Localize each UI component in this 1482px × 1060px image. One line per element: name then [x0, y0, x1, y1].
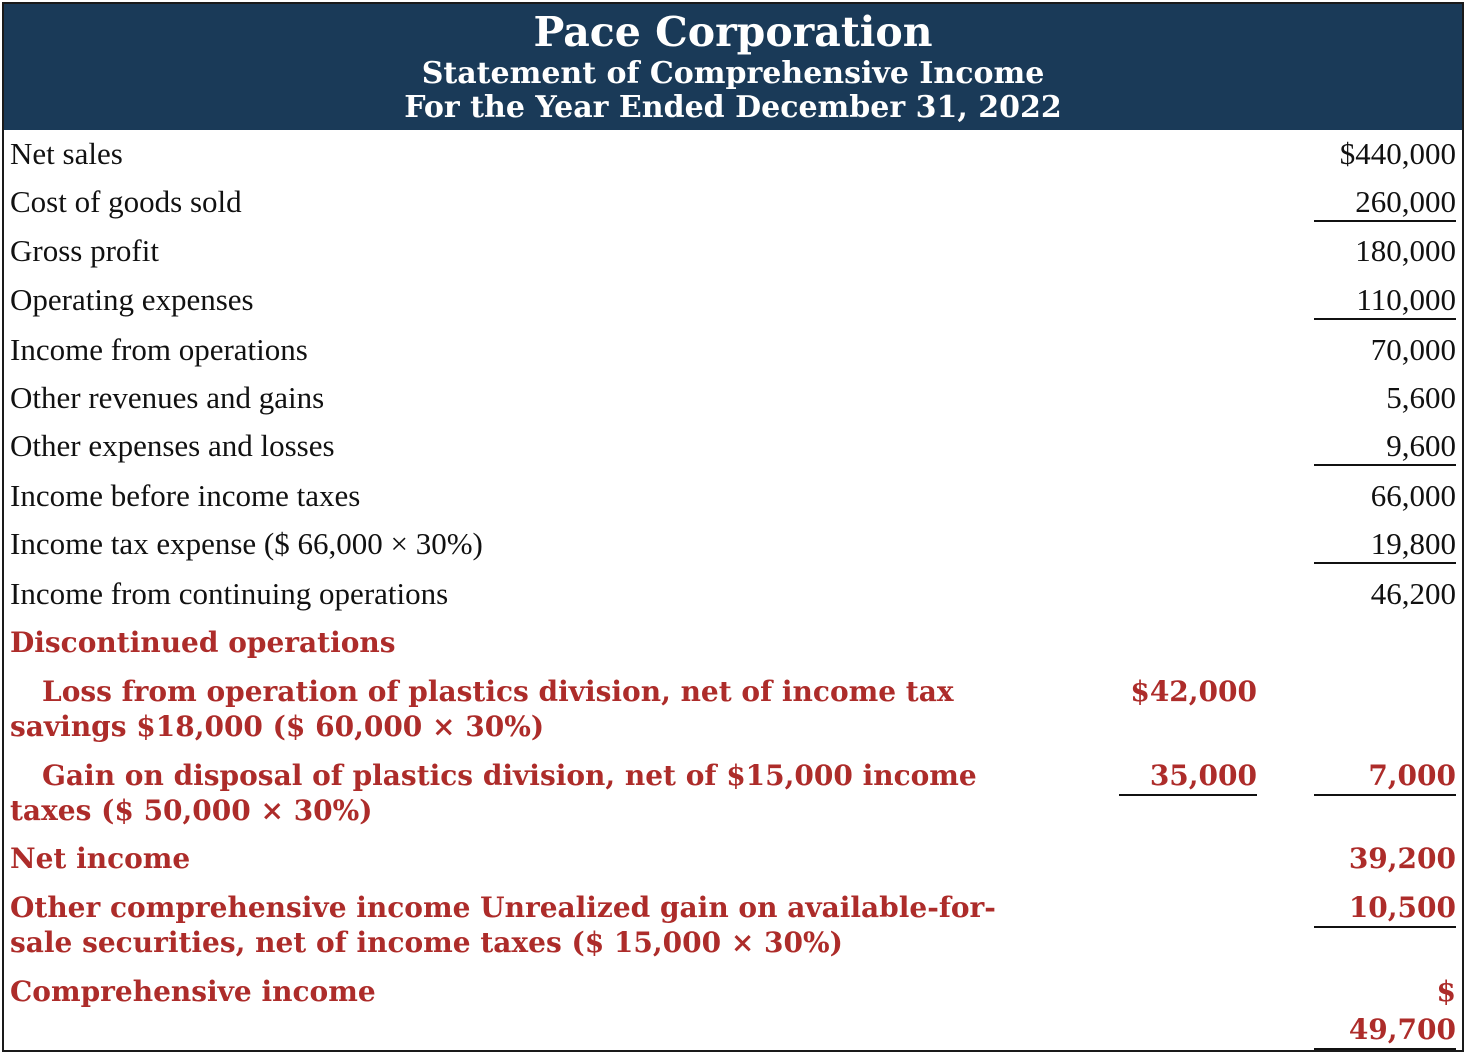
statement-header	[4, 4, 1462, 130]
row-label: Income tax expense ($ 66,000 × 30%)	[10, 526, 483, 561]
row-label: Income before income taxes	[10, 478, 361, 513]
statement-title: Statement of Comprehensive Income	[421, 56, 1045, 91]
row-amount: 39,200	[1348, 842, 1456, 875]
row-label-line1: Gain on disposal of plastics division, net of $15,000 income	[42, 759, 977, 792]
row-label: Other expenses and losses	[10, 428, 335, 463]
row-amount: 46,200	[1370, 576, 1456, 611]
currency-symbol: $	[1436, 975, 1456, 1008]
row-label-line1: Loss from operation of plastics division, net of income tax	[42, 675, 954, 708]
row-label: Cost of goods sold	[10, 184, 242, 219]
row-amount: 35,000	[1119, 758, 1257, 796]
row-amount: 49,700	[1314, 1012, 1456, 1052]
row-label: Comprehensive income	[10, 975, 376, 1008]
row-amount: 260,000	[1314, 184, 1456, 222]
row-label: Income from operations	[10, 332, 308, 367]
statement-period: For the Year Ended December 31, 2022	[404, 90, 1062, 125]
row-label: Gross profit	[10, 233, 159, 268]
row-amount: $440,000	[1339, 136, 1456, 171]
row-label: Other revenues and gains	[10, 380, 325, 415]
row-total: 7,000	[1314, 758, 1456, 796]
row-amount: 110,000	[1314, 282, 1456, 320]
row-amount: 66,000	[1370, 478, 1456, 513]
row-label-line2: taxes ($ 50,000 × 30%)	[10, 794, 373, 827]
row-amount: 5,600	[1386, 380, 1456, 415]
row-amount: 180,000	[1355, 233, 1456, 268]
row-label: Income from continuing operations	[10, 576, 449, 611]
income-statement-table	[2, 2, 1464, 1052]
row-label: Net sales	[10, 136, 123, 171]
company-name: Pace Corporation	[533, 8, 933, 56]
row-amount: $42,000	[1130, 675, 1257, 708]
row-label	[10, 674, 1090, 744]
row-amount: 10,500	[1314, 890, 1456, 928]
row-label-line1: Other comprehensive income Unrealized gain on available-for-	[10, 891, 996, 924]
row-amount: 70,000	[1370, 332, 1456, 367]
row-label-line2: savings $18,000 ($ 60,000 × 30%)	[10, 710, 545, 743]
row-label	[10, 890, 1090, 960]
row-label: Operating expenses	[10, 282, 254, 317]
row-amount: 19,800	[1314, 526, 1456, 564]
row-label: Net income	[10, 842, 191, 875]
row-amount: 9,600	[1314, 428, 1456, 466]
row-label-line2: sale securities, net of income taxes ($ 15,000 × 30%)	[10, 926, 843, 959]
row-label	[10, 758, 1090, 828]
section-heading: Discontinued operations	[10, 626, 396, 659]
